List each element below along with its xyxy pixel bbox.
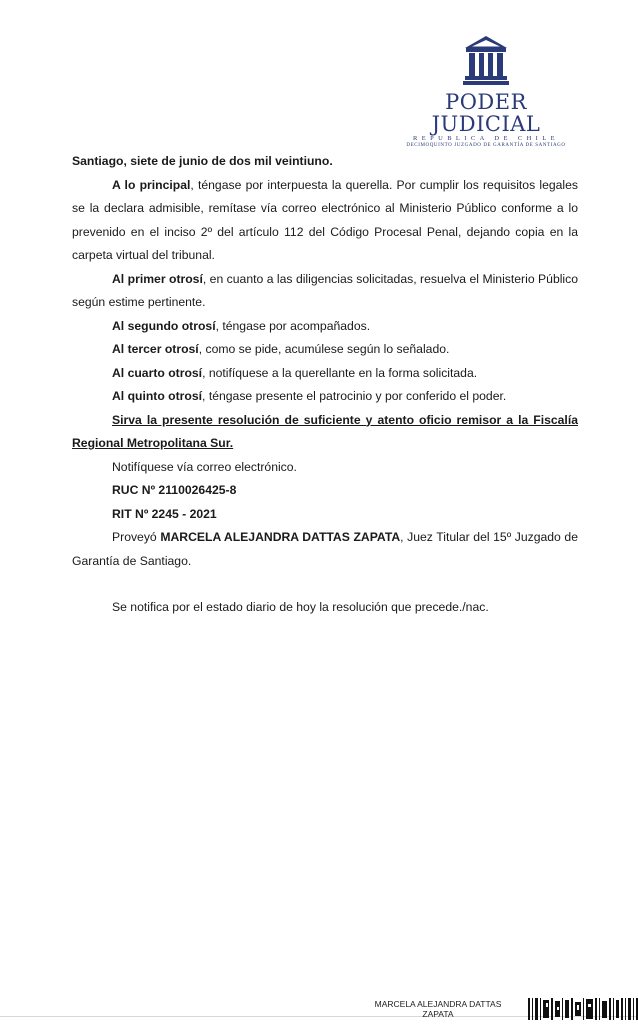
oficio-paragraph: Sirva la presente resolución de suficiente y atento oficio remisor a la Fiscalía Regional Metropolitana Sur. [72, 412, 578, 450]
otrosi-4-paragraph [72, 362, 578, 386]
otrosi-5-label: Al quinto otrosí [112, 389, 203, 403]
proveyo-paragraph [72, 526, 578, 573]
resolution-body [72, 150, 578, 620]
otrosi-1-label: Al primer otrosí [112, 271, 203, 286]
proveyo-suffix: , Juez Titular del 15º Juzgado de Garantía de Santiago. [72, 530, 578, 568]
court-name: DECIMOQUINTO JUZGADO DE GARANTÍA DE SANTIAGO [406, 143, 566, 148]
judge-name: MARCELA ALEJANDRA DATTAS ZAPATA [160, 530, 401, 544]
principal-label: A lo principal [112, 177, 191, 192]
poder-judicial-logo [396, 34, 576, 149]
otrosi-3-paragraph [72, 338, 578, 362]
institution-name: PODER JUDICIAL [431, 90, 541, 136]
otrosi-4-label: Al cuarto otrosí [112, 365, 203, 380]
rit-line: RIT Nº 2245 - 2021 [112, 506, 217, 521]
otrosi-5-text: , téngase presente el patrocinio y por conferido el poder. [202, 389, 507, 403]
signer-block [364, 999, 512, 1019]
country-name: REPUBLICA DE CHILE [412, 135, 559, 142]
otrosi-3-text: , como se pide, acumúlese según lo señalado. [198, 342, 450, 356]
ruc-line: RUC Nº 2110026425-8 [112, 483, 237, 497]
otrosi-1-text: , en cuanto a las diligencias solicitadas, resuelva el Ministerio Público según estime pertinente. [72, 271, 579, 309]
otrosi-2-label: Al segundo otrosí [112, 318, 216, 333]
spacer [72, 573, 578, 596]
principal-text: , téngase por interpuesta la querella. Por cumplir los requisitos legales se la declara admisible, remítase vía correo electrónico al Ministerio Público conforme a lo prevenido en el inciso 2º del artículo 112 del Código Procesal Penal, dejando copia en la carpeta virtual del tribunal. [72, 177, 578, 262]
otrosi-4-text: , notifíquese a la querellante en la forma solicitada. [202, 365, 478, 380]
signer-name-line-1: MARCELA ALEJANDRA DATTAS [374, 999, 502, 1009]
otrosi-1-paragraph [72, 268, 578, 315]
otrosi-2-text: , téngase por acompañados. [215, 318, 371, 333]
signer-name-line-2: ZAPATA [422, 1009, 454, 1019]
principal-paragraph [72, 174, 578, 268]
otrosi-3-label: Al tercer otrosí [112, 342, 199, 356]
otrosi-5-paragraph [72, 385, 578, 409]
barcode-icon [528, 998, 638, 1020]
notice-line: Se notifica por el estado diario de hoy la resolución que precede./nac. [112, 600, 489, 614]
otrosi-2-paragraph [72, 315, 578, 339]
notify-line: Notifíquese vía correo electrónico. [112, 459, 297, 474]
proveyo-prefix: Proveyó [112, 530, 161, 544]
date-line: Santiago, siete de junio de dos mil veintiuno. [72, 154, 333, 168]
courthouse-icon [462, 34, 510, 86]
